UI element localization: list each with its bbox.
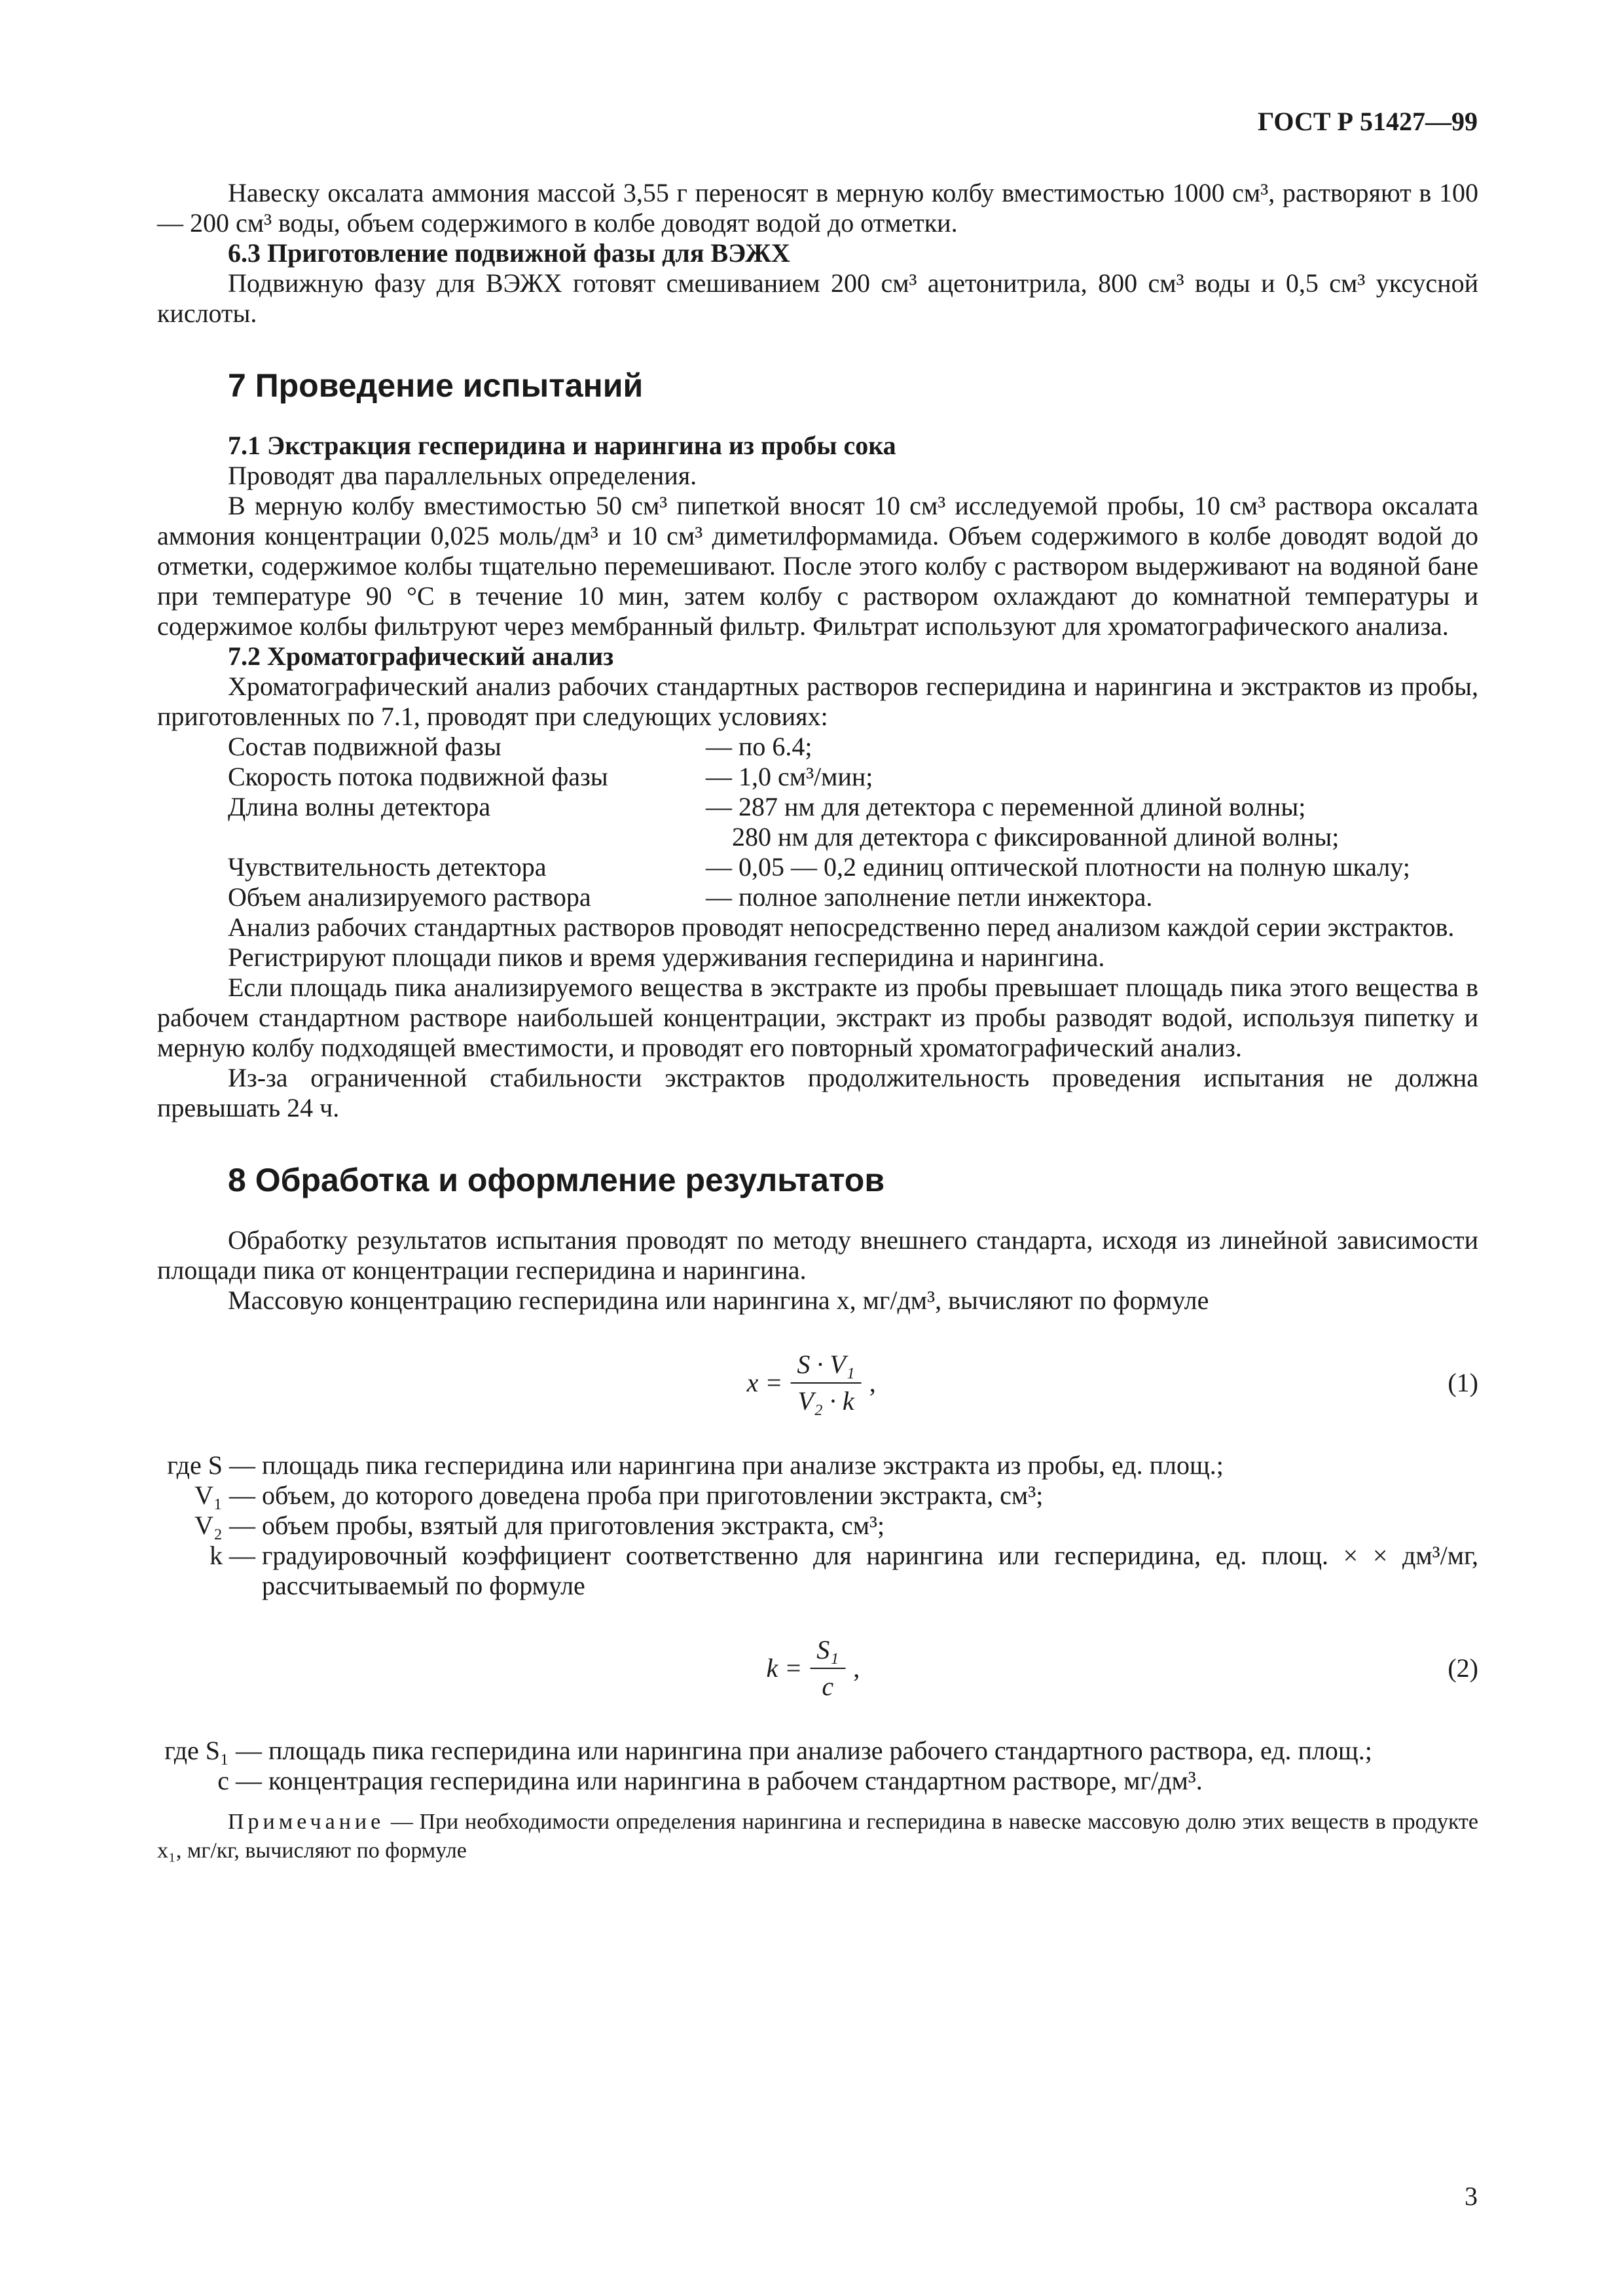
definition-row <box>157 1766 1478 1796</box>
condition-key <box>228 822 706 852</box>
numerator: S₁ <box>810 1635 845 1669</box>
note <box>157 1808 1478 1865</box>
definition-symbol: V₂ — <box>194 1511 255 1540</box>
definition-symbol: где S₁ — <box>164 1736 262 1765</box>
paragraph: Хроматографический анализ рабочих стандартных растворов гесперидина и нарингина и экстрактов из пробы, приготовленных по 7.1, проводят при следующих условиях: <box>157 672 1478 731</box>
formula-1 <box>157 1334 1478 1432</box>
paragraph: Анализ рабочих стандартных растворов проводят непосредственно перед анализом каждой серии экстрактов. <box>228 912 1455 942</box>
formula-lhs: k = <box>766 1653 803 1683</box>
paragraph: Проводят два параллельных определения. <box>228 461 697 490</box>
definition-symbol: c — <box>217 1766 262 1795</box>
conditions-list <box>228 732 1478 912</box>
numerator: S · V₁ <box>790 1350 861 1384</box>
formula-2 <box>157 1619 1478 1717</box>
condition-row <box>228 882 1478 912</box>
paragraph: Из-за ограниченной стабильности экстрактов продолжительность проведения испытания не должна превышать 24 ч. <box>157 1063 1478 1122</box>
standard-header: ГОСТ Р 51427—99 <box>1257 107 1478 136</box>
page-number: 3 <box>1465 2181 1478 2211</box>
definition-row <box>157 1541 1478 1601</box>
condition-row <box>228 852 1478 882</box>
subsection-title: 7.1 Экстракция гесперидина и нарингина из пробы сока <box>228 431 896 460</box>
section-title: 7 Проведение испытаний <box>228 367 644 404</box>
definition-symbol: V₁ — <box>194 1480 255 1510</box>
note-label: Примечание <box>228 1810 385 1834</box>
note-text: — При необходимости определения нарингина и гесперидина в навеске массовую долю этих веществ в продукте x₁, мг/кг, вычисляют по формуле <box>157 1810 1478 1863</box>
definition-text: концентрация гесперидина или нарингина в рабочем стандартном растворе, мг/дм³. <box>268 1766 1203 1795</box>
paragraph: Подвижную фазу для ВЭЖХ готовят смешиванием 200 см³ ацетонитрила, 800 см³ воды и 0,5 см³ уксусной кислоты. <box>157 268 1478 328</box>
definition-text: объем пробы, взятый для приготовления экстракта, см³; <box>262 1511 885 1540</box>
definition-row <box>157 1480 1478 1511</box>
definition-text: площадь пика гесперидина или нарингина при анализе рабочего стандартного раствора, ед. площ.; <box>268 1736 1372 1765</box>
condition-value: — полное заполнение петли инжектора. <box>706 882 1153 912</box>
condition-value: — по 6.4; <box>706 732 812 761</box>
condition-row <box>228 732 1478 762</box>
equation-number: (1) <box>1448 1368 1478 1397</box>
condition-key: Длина волны детектора <box>228 792 491 821</box>
equation-number: (2) <box>1448 1653 1478 1683</box>
paragraph: Обработку результатов испытания проводят по методу внешнего стандарта, исходя из линейной зависимости площади пика от концентрации гесперидина и нарингина. <box>157 1225 1478 1285</box>
denominator: V₂ · k <box>797 1386 854 1416</box>
definitions-list <box>157 1736 1478 1796</box>
definition-text: площадь пика гесперидина или нарингина при анализе экстракта из пробы, ед. площ.; <box>262 1450 1224 1480</box>
paragraph: Если площадь пика анализируемого вещества в экстракте из пробы превышает площадь пика этого вещества в рабочем стандартном растворе наибольшей концентрации, экстракт из пробы разводят водой, используя пипетку и мерную колбу подходящей вместимости, и проводят его повторный хроматографический анализ. <box>157 973 1478 1062</box>
condition-key: Состав подвижной фазы <box>228 732 501 761</box>
subsection-title: 7.2 Хроматографический анализ <box>228 641 614 671</box>
condition-value: 280 нм для детектора с фиксированной длиной волны; <box>732 822 1340 852</box>
condition-row <box>228 792 1478 822</box>
definition-row <box>157 1450 1478 1480</box>
paragraph: Навеску оксалата аммония массой 3,55 г переносят в мерную колбу вместимостью 1000 см³, растворяют в 100 — 200 см³ воды, объем содержимого в колбе доводят водой до отметки. <box>157 178 1478 238</box>
definition-symbol: где S — <box>167 1450 255 1480</box>
condition-value: — 0,05 — 0,2 единиц оптической плотности на полную шкалу; <box>706 852 1410 882</box>
formula-tail: , <box>853 1653 860 1683</box>
condition-key: Объем анализируемого раствора <box>228 882 591 912</box>
definition-row <box>157 1736 1478 1766</box>
paragraph: В мерную колбу вместимостью 50 см³ пипеткой вносят 10 см³ исследуемой пробы, 10 см³ раствора оксалата аммония концентрации 0,025 моль/дм³ и 10 см³ диметилформамида. Объем содержимого в колбе доводят водой до отметки, содержимое колбы тщательно перемешивают. После этого колбу с раствором выдерживают на водяной бане при температуре 90 °С в течение 10 мин, затем колбу с раствором охлаждают до комнатной температуры и содержимое колбы фильтруют через мембранный фильтр. Фильтрат используют для хроматографического анализа. <box>157 491 1478 641</box>
paragraph: Массовую концентрацию гесперидина или нарингина x, мг/дм³, вычисляют по формуле <box>228 1285 1209 1315</box>
section-title: 8 Обработка и оформление результатов <box>228 1162 885 1198</box>
paragraph: Регистрируют площади пиков и время удерживания гесперидина и нарингина. <box>228 942 1105 972</box>
condition-key: Скорость потока подвижной фазы <box>228 762 608 791</box>
condition-row <box>228 822 1478 852</box>
fraction <box>810 1635 845 1702</box>
condition-value: — 1,0 см³/мин; <box>706 762 873 791</box>
denominator: c <box>822 1672 834 1701</box>
formula-lhs: x = <box>746 1368 783 1397</box>
fraction <box>790 1350 861 1416</box>
definitions-list <box>157 1450 1478 1601</box>
condition-row <box>228 762 1478 792</box>
formula-tail: , <box>869 1368 876 1397</box>
definition-symbol: k — <box>210 1541 255 1570</box>
definition-text: градуировочный коэффициент соответственно для нарингина или гесперидина, ед. площ. × × дм³/мг, рассчитываемый по формуле <box>262 1541 1478 1600</box>
condition-value: — 287 нм для детектора с переменной длиной волны; <box>706 792 1306 821</box>
definition-row <box>157 1511 1478 1541</box>
definition-text: объем, до которого доведена проба при приготовлении экстракта, см³; <box>262 1480 1044 1510</box>
subsection-title: 6.3 Приготовление подвижной фазы для ВЭЖХ <box>228 238 790 268</box>
condition-key: Чувствительность детектора <box>228 852 547 882</box>
page-content <box>157 178 1478 1865</box>
